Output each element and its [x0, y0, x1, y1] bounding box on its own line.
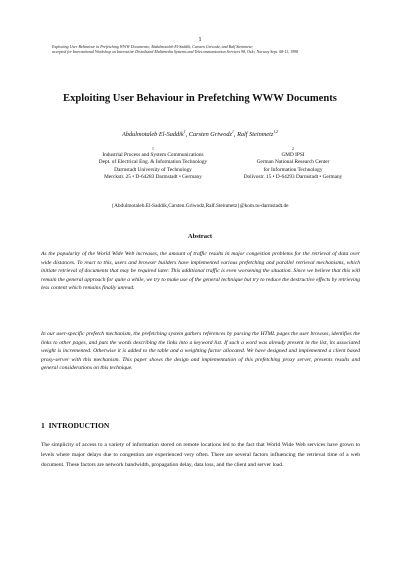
affiliation-line: Merckstr. 25 • D-64283 Darmstadt • Germany [104, 173, 202, 180]
author-affiliation-mark: 1 [183, 130, 186, 134]
running-head [52, 44, 352, 55]
section-heading [41, 421, 109, 430]
author-separator: , [233, 131, 238, 139]
author-list [0, 130, 400, 138]
running-head-line: accepted for International Workshop on Interactive Distributed Multimedia Systems and Telecommunication Services 98, Oslo, Norway Sept. 08-11, 1998 [52, 49, 299, 55]
abstract-paragraph: In our user-specific prefetch mechanism, the prefetching system gathers references by parsing the HTML pages the user browses, identifies the links to other pages, and puts the words describing the links into a keyword list. If such a word was already present in the list, its associated weight is incremented. Otherwise it is added to the table and a weighting factor allocated. We have designed and implemented a client based proxy-server with this mechanism. This paper shows the design and implementation of this prefetching proxy server, presents results and general considerations on this technique. [41, 331, 360, 372]
affiliation-line: Dept. of Electrical Eng. & Information Technology [98, 159, 208, 166]
author-name: Abdulmotaleb El-Saddik [121, 131, 184, 139]
author-name: Ralf Steinmetz [237, 131, 274, 139]
affiliation-line: for Information Technology [263, 166, 323, 173]
author-separator: , [185, 131, 189, 139]
affiliation-line: Industrial Process and System Communications [102, 152, 204, 158]
affiliation-mark: 2 [292, 147, 294, 151]
abstract-heading: Abstract [187, 233, 213, 240]
author-affiliation-mark: 1 [232, 130, 234, 134]
section-title: INTRODUCTION [48, 421, 110, 430]
affiliation-line: GMD IPSI [281, 152, 305, 158]
affiliation-block [226, 147, 360, 181]
author-name: Carsten Griwodz [188, 131, 232, 139]
affiliation-block [76, 147, 230, 181]
affiliation-line: German National Research Center [256, 159, 330, 166]
affiliation-line: Dolivostr. 15 • D-64293 Darmstadt • Germany [243, 173, 343, 180]
author-affiliation-mark: 1,2 [273, 130, 279, 134]
affiliation-line: Darmstadt University of Technology [114, 166, 192, 173]
page-number: 1 [198, 36, 202, 43]
abstract-paragraph: As the popularity of the World Wide Web increases, the amount of traffic results in major congestion problems for the retrieval of data over wide distances. To react to this, users and browser builders have implemented various prefetching and parallel retrieval mechanisms, which initiate retrieval of documents that may be required later. This additional traffic is even worsening the situation. Since we believe that this will remain the general approach for quite a while, we try to make use of the general technique but try to reduce the destructive effects by retrieving less content which remains finally unread. [41, 251, 360, 292]
paper-title: Exploiting User Behaviour in Prefetching WWW Documents [63, 93, 337, 104]
running-head-line: Exploiting User Behaviour in Prefetching WWW Documents; Abdulmotaleb El-Saddik, Carsten Griwodz, and Ralf Steinmetz; [52, 44, 253, 49]
section-number: 1 [41, 421, 45, 430]
body-paragraph: The simplicity of access to a variety of information stored on remote locations led to the fact that World Wide Web services have grown to levels where major delays due to congestion are experienced very often. There are several factors influencing the retrieval time of a web document. These factors are network bandwidth, propagation delay, data loss, and the client and server load. [41, 442, 360, 469]
author-email: {Abdulmotaleb.El-Saddik,Carsten.Griwodz,Ralf.Steinmetz}@kom.tu-darmstadt.de [111, 203, 289, 209]
affiliation-mark: 1 [152, 147, 154, 151]
